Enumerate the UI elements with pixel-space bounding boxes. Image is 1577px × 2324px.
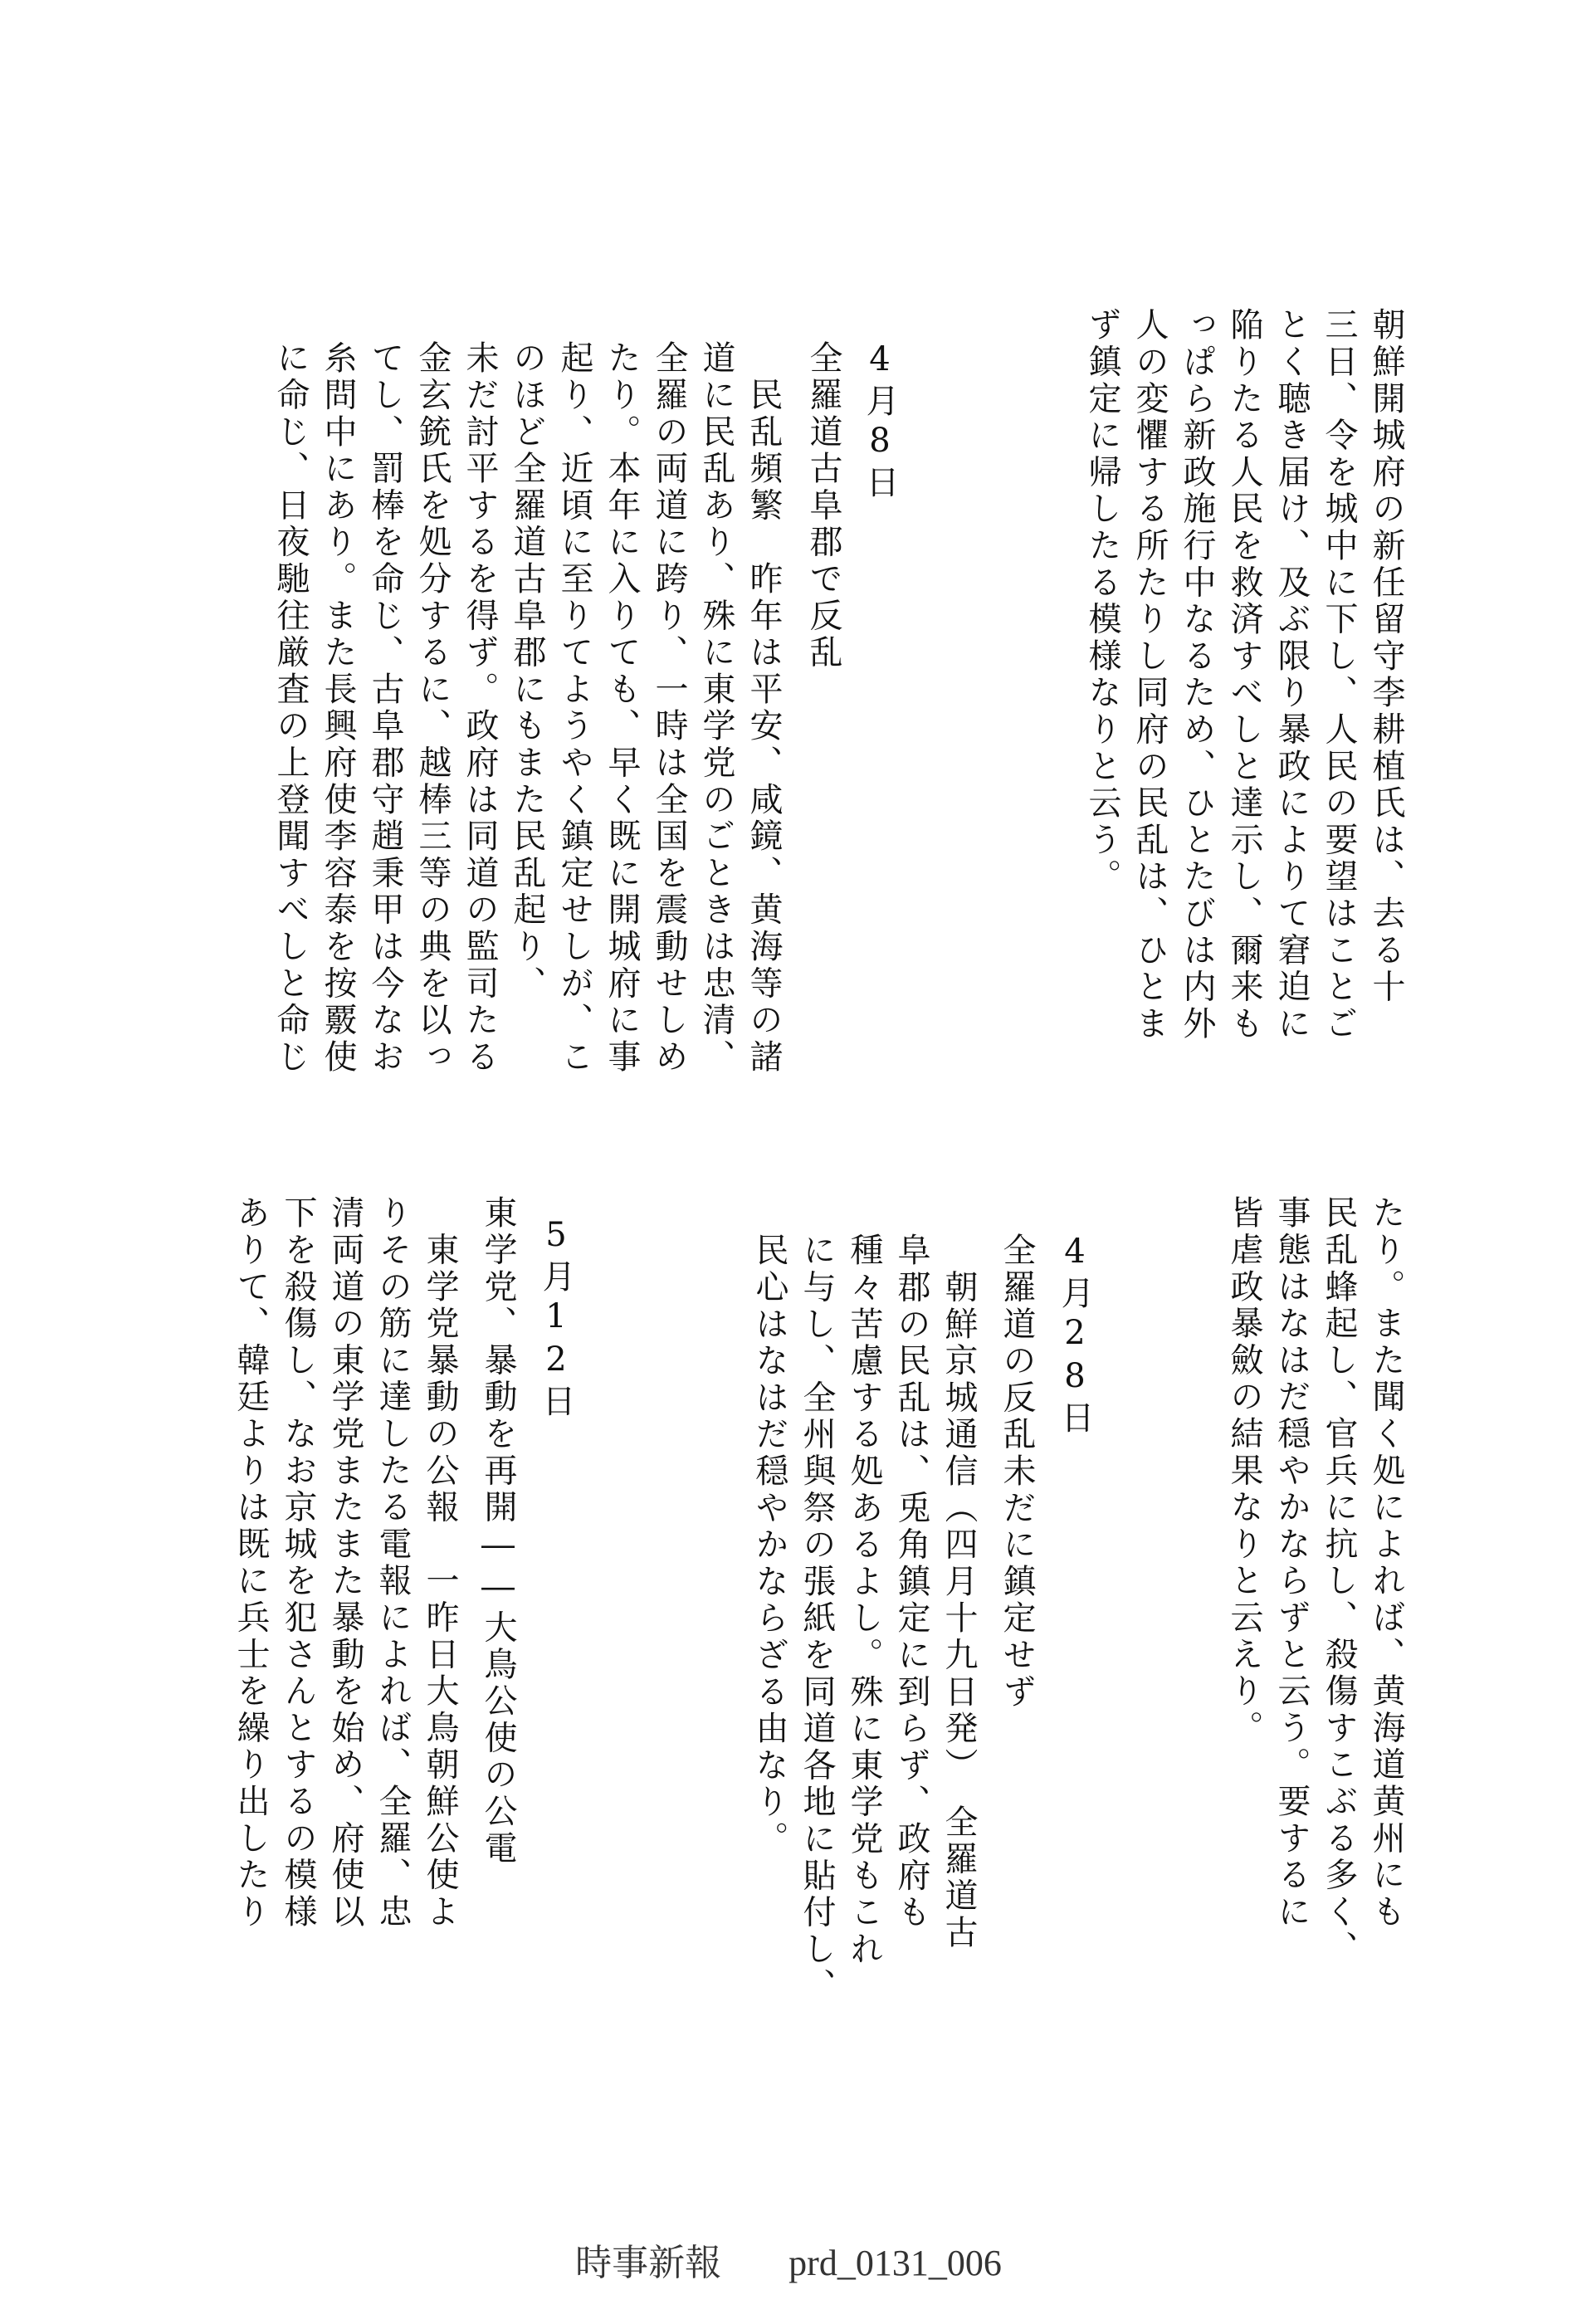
text-line: ありて、韓廷よりは既に兵士を繰り出したり [232, 1195, 270, 1931]
text-line: 糸問中にあり。また長興府使李容泰を按覈使 [319, 340, 357, 1076]
text-line: 起り、近頃に至りてようやく鎮定せしが、こ [555, 340, 593, 1076]
article-headline-apr28: 全羅道の反乱未だに鎮定せず [998, 1233, 1036, 1711]
text-line: ず鎮定に帰したる模様なりと云う。 [1083, 307, 1121, 896]
text-line: 民乱蜂起し、官兵に抗し、殺傷すこぶる多く、 [1320, 1195, 1358, 1968]
article-date-apr8: 4月8日 [861, 340, 899, 503]
text-line: のほど全羅道古阜郡にもまた民乱起り、 [508, 340, 546, 1003]
text-line: 下を殺傷し、なお京城を犯さんとするの模様 [279, 1195, 317, 1931]
text-line: たり。本年に入りても、早く既に開城府に事 [603, 340, 641, 1076]
article-continuation-text [1225, 1195, 1405, 1968]
article-headline-may12: 東学党、暴動を再開――大鳥公使の公電 [479, 1195, 517, 1868]
text-line: 民乱頻繁 昨年は平安、咸鏡、黄海等の諸 [745, 340, 783, 1076]
text-line: 皆虐政暴斂の結果なりと云えり。 [1225, 1195, 1263, 1747]
text-line: 東学党暴動の公報 一昨日大鳥朝鮮公使よ [421, 1195, 459, 1931]
text-line: に与し、全州與祭の張紙を同道各地に貼付し、 [798, 1233, 836, 2005]
text-line: てし、罰棒を命じ、古阜郡守趙秉甲は今なお [366, 340, 404, 1076]
article-intro-text [1083, 307, 1405, 1042]
text-line: 種々苦慮する処あるよし。殊に東学党もこれ [845, 1233, 883, 1968]
text-line: 朝鮮京城通信（四月十九日発） 全羅道古 [940, 1233, 978, 1951]
page-footer [0, 2233, 1577, 2286]
article-date-apr28: 4月28日 [1056, 1233, 1094, 1438]
text-line: りその筋に達したる電報によれば、全羅、忠 [374, 1195, 412, 1931]
text-line: 阜郡の民乱は、兎角鎮定に到らず、政府も [892, 1233, 930, 1931]
text-line: 道に民乱あり、殊に東学党のごときは忠清、 [697, 340, 735, 1076]
text-line: っぱら新政施行中なるため、ひとたびは内外 [1178, 307, 1216, 1042]
text-line: に命じ、日夜馳往厳査の上登聞すべしと命じ [271, 340, 310, 1076]
text-line: 金玄銃氏を処分するに、越棒三等の典を以っ [413, 340, 452, 1076]
article-date-may12: 5月12日 [537, 1216, 575, 1422]
text-line: 民心はなはだ穏やかならざる由なり。 [750, 1233, 788, 1858]
page-identifier: prd_0131_006 [788, 2243, 1002, 2283]
text-line: 人の変懼する所たりし同府の民乱は、ひとま [1130, 307, 1169, 1042]
text-line: とく聴き届け、及ぶ限り暴政によりて窘迫に [1272, 307, 1311, 1042]
text-line: 未だ討平するを得ず。政府は同道の監司たる [461, 340, 499, 1076]
text-line: 陥りたる人民を救済すべしと達示し、爾来も [1225, 307, 1263, 1042]
article-body-may12 [232, 1195, 459, 1931]
article-headline-apr8: 全羅道古阜郡で反乱 [804, 340, 842, 671]
text-line: 三日、令を城中に下し、人民の要望はことご [1320, 307, 1358, 1042]
article-body-apr28 [750, 1233, 978, 2005]
text-line: たり。また聞く処によれば、黄海道黄州にも [1367, 1195, 1405, 1931]
article-body-apr8 [271, 340, 783, 1076]
text-line: 朝鮮開城府の新任留守李耕植氏は、去る十 [1367, 307, 1405, 1006]
text-line: 事態はなはだ穏やかならずと云う。要するに [1272, 1195, 1311, 1931]
text-line: 清両道の東学党またまた暴動を始め、府使以 [326, 1195, 364, 1931]
text-line: 全羅の両道に跨り、一時は全国を震動せしめ [650, 340, 688, 1076]
publication-name: 時事新報 [575, 2243, 722, 2283]
